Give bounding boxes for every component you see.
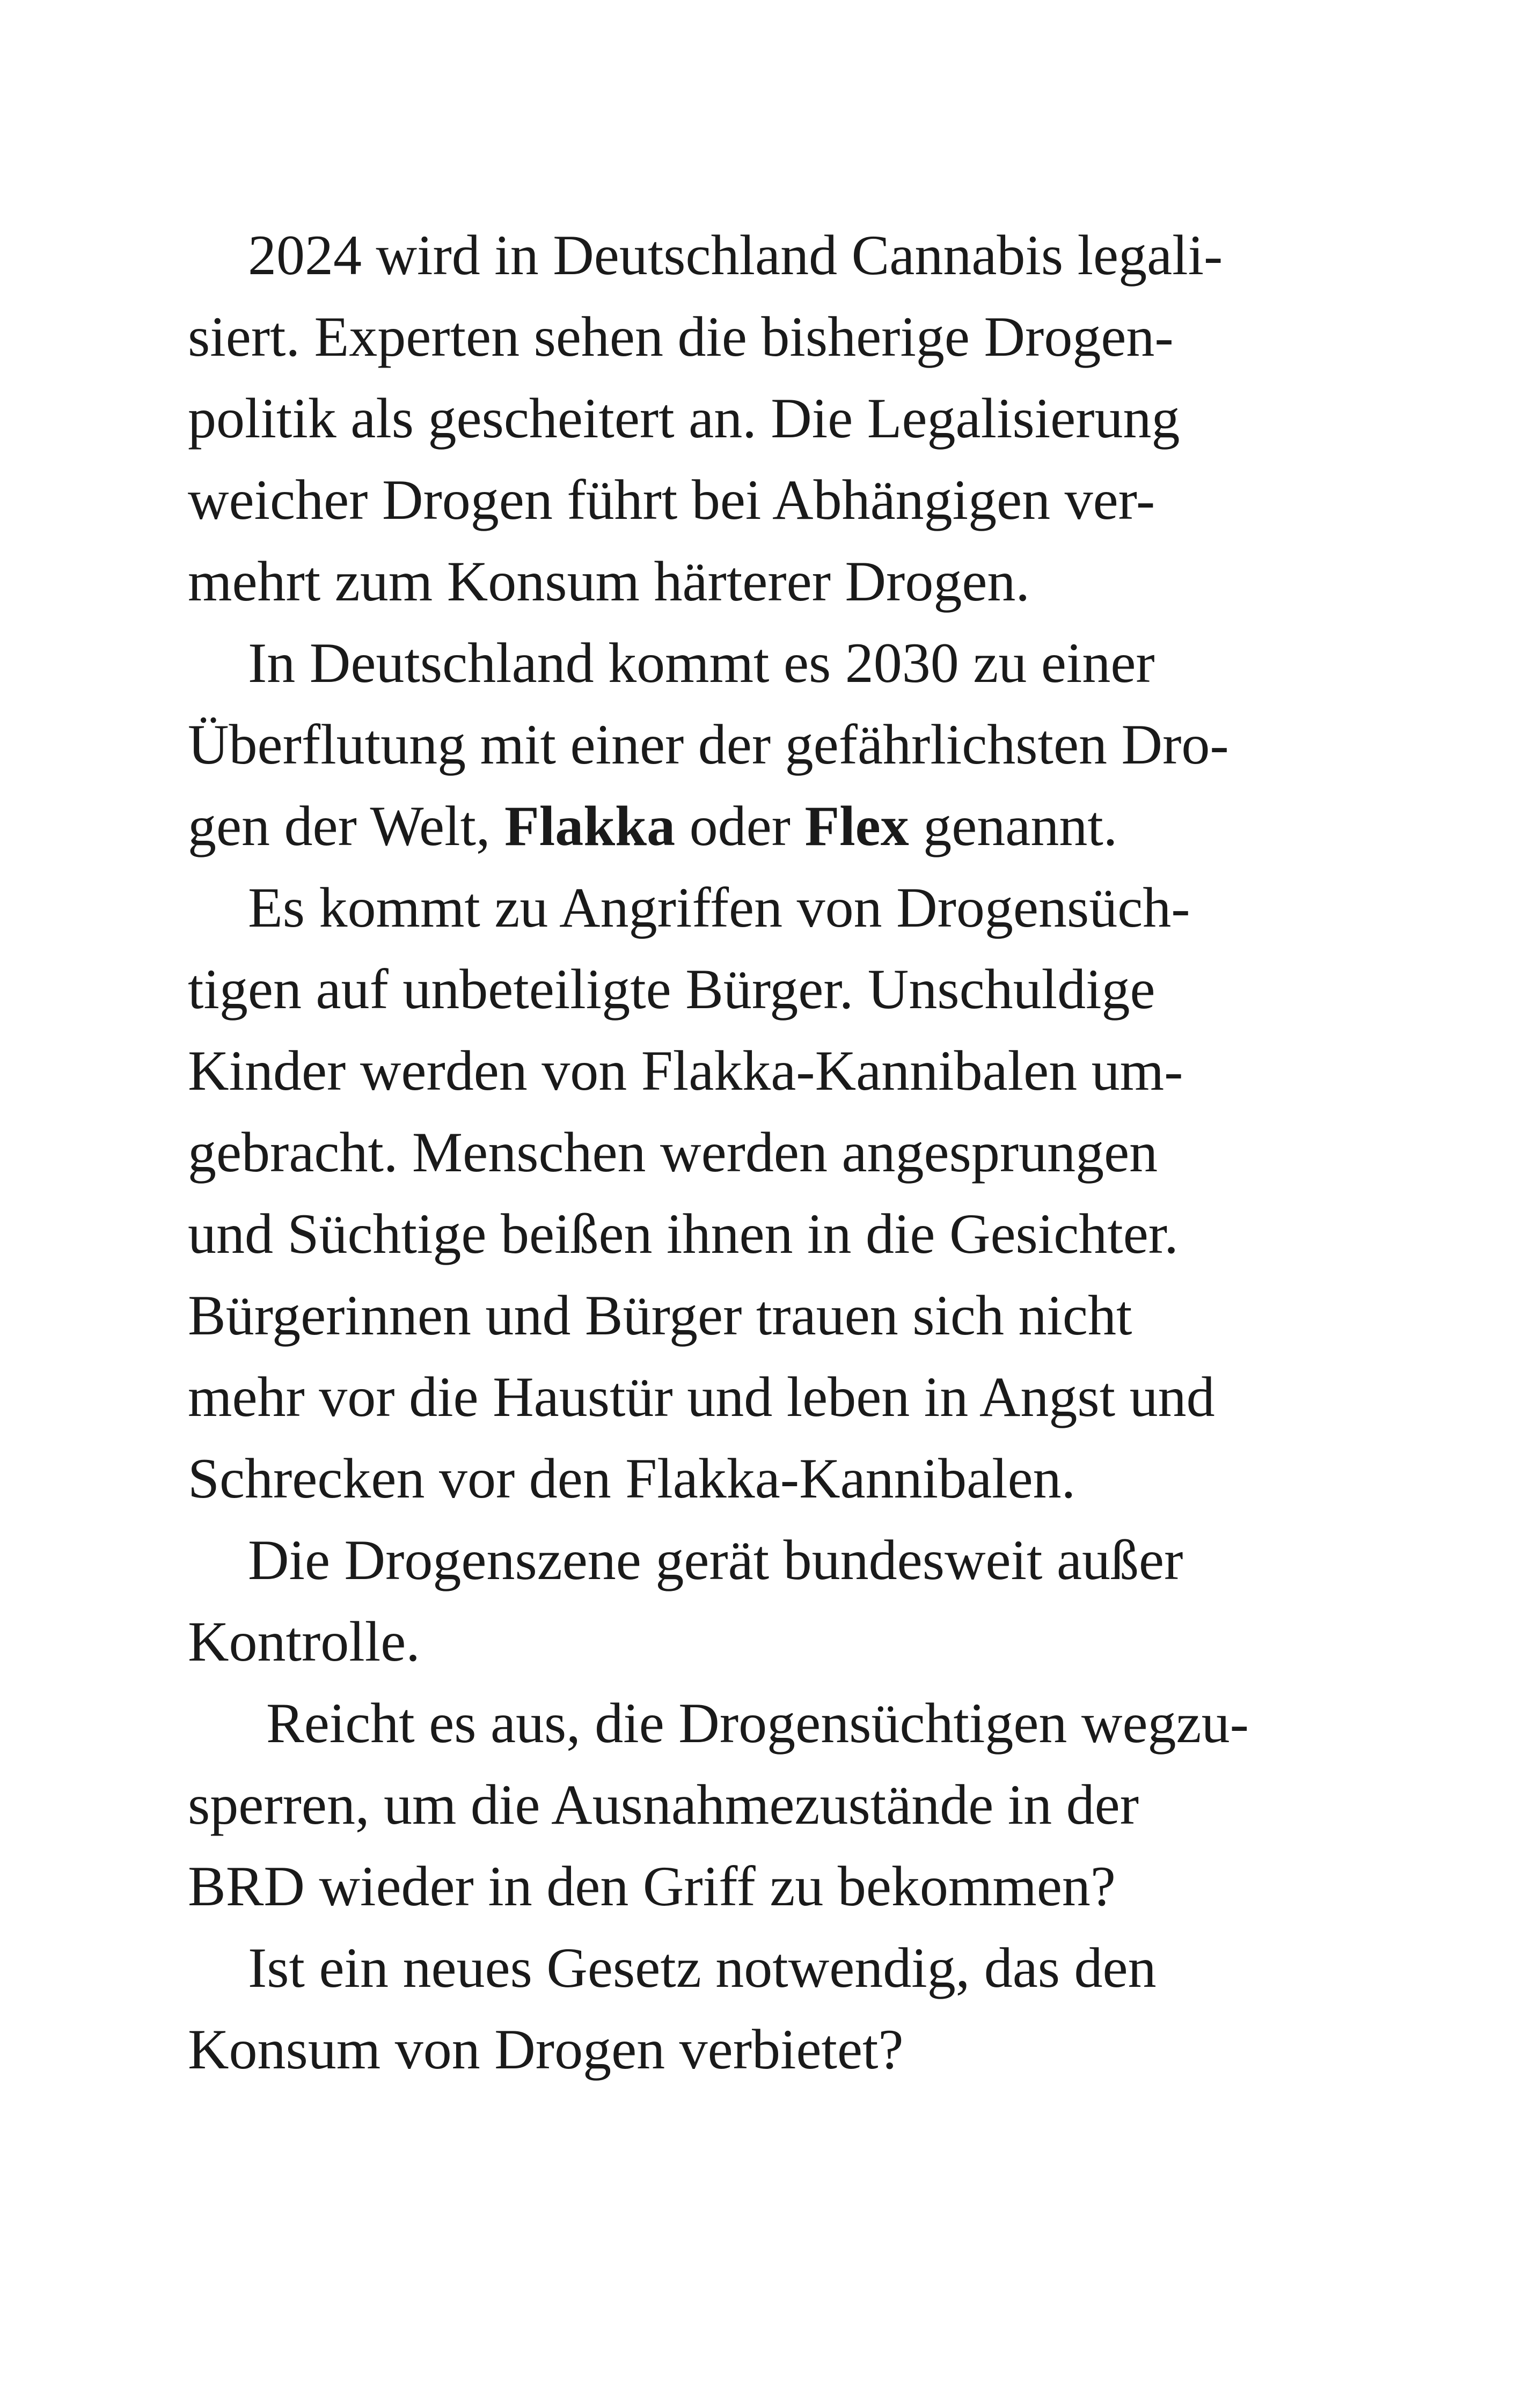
text-run: gen der Welt, bbox=[188, 795, 504, 857]
text-line: BRD wieder in den Griff zu bekommen? bbox=[188, 1855, 1116, 1918]
text-line: Kontrolle. bbox=[188, 1610, 420, 1673]
body-text bbox=[188, 215, 1315, 2090]
text-line: weicher Drogen führt bei Abhängigen ver- bbox=[188, 468, 1155, 531]
text-line: Ist ein neues Gesetz notwendig, das den bbox=[248, 1936, 1157, 1999]
text-line: mehr vor die Haustür und leben in Angst und bbox=[188, 1365, 1215, 1428]
drug-name-flex: Flex bbox=[804, 795, 909, 857]
text-line: Überflutung mit einer der gefährlichsten Dro- bbox=[188, 713, 1229, 776]
text-line: gebracht. Menschen werden angesprungen bbox=[188, 1121, 1158, 1184]
text-line: politik als gescheitert an. Die Legalisierung bbox=[188, 387, 1180, 450]
text-line: Kinder werden von Flakka-Kannibalen um- bbox=[188, 1039, 1183, 1102]
text-line bbox=[188, 785, 1315, 867]
text-line: Die Drogenszene gerät bundesweit außer bbox=[248, 1529, 1183, 1591]
paragraph-1 bbox=[188, 215, 1315, 622]
text-line: 2024 wird in Deutschland Cannabis legali- bbox=[248, 224, 1223, 287]
paragraph-4 bbox=[188, 1519, 1315, 1683]
text-line: In Deutschland kommt es 2030 zu einer bbox=[248, 632, 1155, 694]
text-line: siert. Experten sehen die bisherige Drogen- bbox=[188, 305, 1174, 368]
text-line: Bürgerinnen und Bürger trauen sich nicht bbox=[188, 1284, 1132, 1347]
text-run: genannt. bbox=[909, 795, 1118, 857]
text-line: Schrecken vor den Flakka-Kannibalen. bbox=[188, 1447, 1076, 1510]
paragraph-6 bbox=[188, 1927, 1315, 2090]
text-line: sperren, um die Ausnahmezustände in der bbox=[188, 1773, 1139, 1836]
text-line: tigen auf unbeteiligte Bürger. Unschuldige bbox=[188, 958, 1155, 1021]
text-line: mehrt zum Konsum härterer Drogen. bbox=[188, 550, 1030, 613]
text-line: und Süchtige beißen ihnen in die Gesichter. bbox=[188, 1202, 1179, 1265]
text-line: Konsum von Drogen verbietet? bbox=[188, 2018, 904, 2081]
text-line: Reicht es aus, die Drogensüchtigen wegzu- bbox=[266, 1692, 1249, 1754]
paragraph-2 bbox=[188, 622, 1315, 867]
drug-name-flakka: Flakka bbox=[504, 795, 676, 857]
paragraph-3 bbox=[188, 867, 1315, 1519]
paragraph-5 bbox=[188, 1683, 1315, 1927]
text-line: Es kommt zu Angriffen von Drogensüch- bbox=[248, 876, 1190, 939]
text-run: oder bbox=[675, 795, 805, 857]
